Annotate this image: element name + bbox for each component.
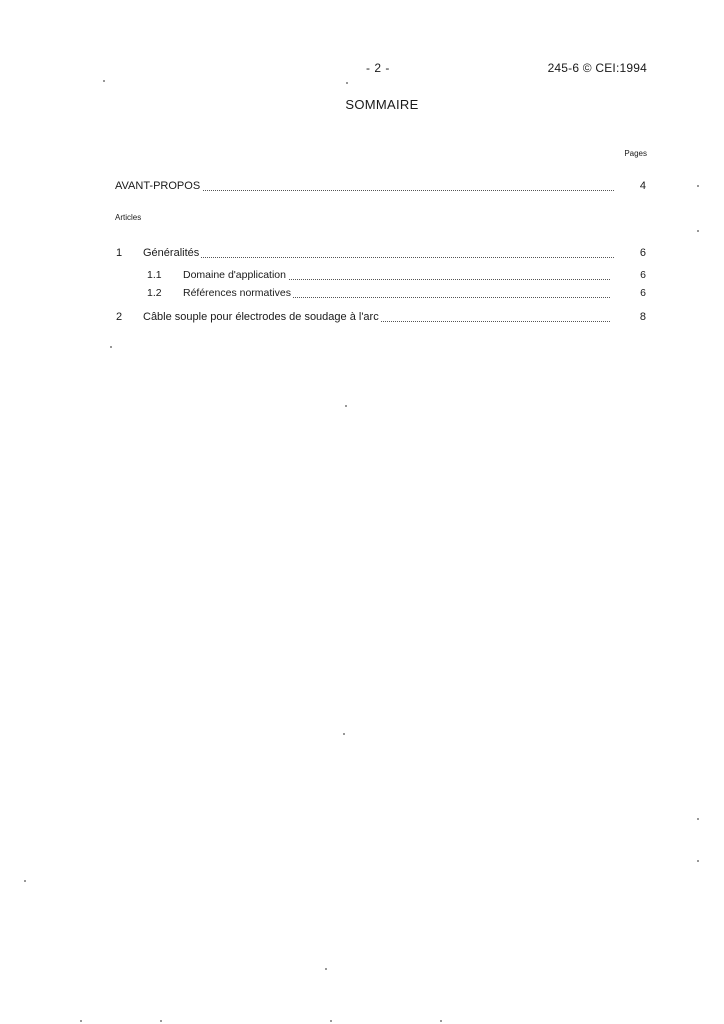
toc-entry-page: 4 — [639, 180, 646, 192]
toc-entry-cable-souple[interactable] — [0, 311, 724, 327]
scan-speck — [110, 346, 112, 348]
toc-entry-page: 6 — [639, 247, 646, 259]
toc-entry-number: 2 — [116, 311, 123, 323]
toc-entry-label: Références normatives — [183, 287, 291, 299]
scan-speck — [330, 1020, 332, 1022]
scan-speck — [346, 82, 348, 84]
toc-entry-page: 6 — [640, 269, 646, 281]
scan-speck — [343, 733, 345, 735]
toc-entry-avant-propos[interactable] — [0, 180, 724, 196]
pages-column-label: Pages — [624, 149, 647, 158]
toc-entry-label: Généralités — [143, 247, 200, 259]
document-reference: 245-6 © CEI:1994 — [547, 61, 647, 75]
scan-speck — [103, 80, 105, 82]
scan-speck — [160, 1020, 162, 1022]
toc-entry-label: AVANT-PROPOS — [115, 180, 201, 192]
toc-entry-domaine-application[interactable] — [0, 269, 724, 285]
toc-entry-generalites[interactable] — [0, 247, 724, 263]
toc-entry-label: Domaine d'application — [183, 269, 286, 281]
dot-leader — [150, 190, 614, 191]
toc-entry-number: 1.2 — [147, 287, 162, 299]
scan-speck — [440, 1020, 442, 1022]
scan-speck — [697, 860, 699, 862]
toc-entry-page: 6 — [640, 287, 646, 299]
scan-speck — [345, 405, 347, 407]
toc-entry-label: Câble souple pour électrodes de soudage à l'arc — [143, 311, 379, 323]
toc-entry-references-normatives[interactable] — [0, 287, 724, 303]
scan-speck — [697, 185, 699, 187]
page-number: - 2 - — [366, 61, 390, 75]
toc-entry-number: 1 — [116, 247, 123, 259]
page-title: SOMMAIRE — [345, 97, 419, 112]
articles-label: Articles — [115, 213, 142, 222]
scan-speck — [24, 880, 26, 882]
dot-leader — [170, 257, 614, 258]
scan-speck — [697, 230, 699, 232]
toc-entry-number: 1.1 — [147, 269, 162, 281]
toc-entry-page: 8 — [639, 311, 646, 323]
scan-speck — [697, 818, 699, 820]
scan-speck — [80, 1020, 82, 1022]
scan-speck — [325, 968, 327, 970]
